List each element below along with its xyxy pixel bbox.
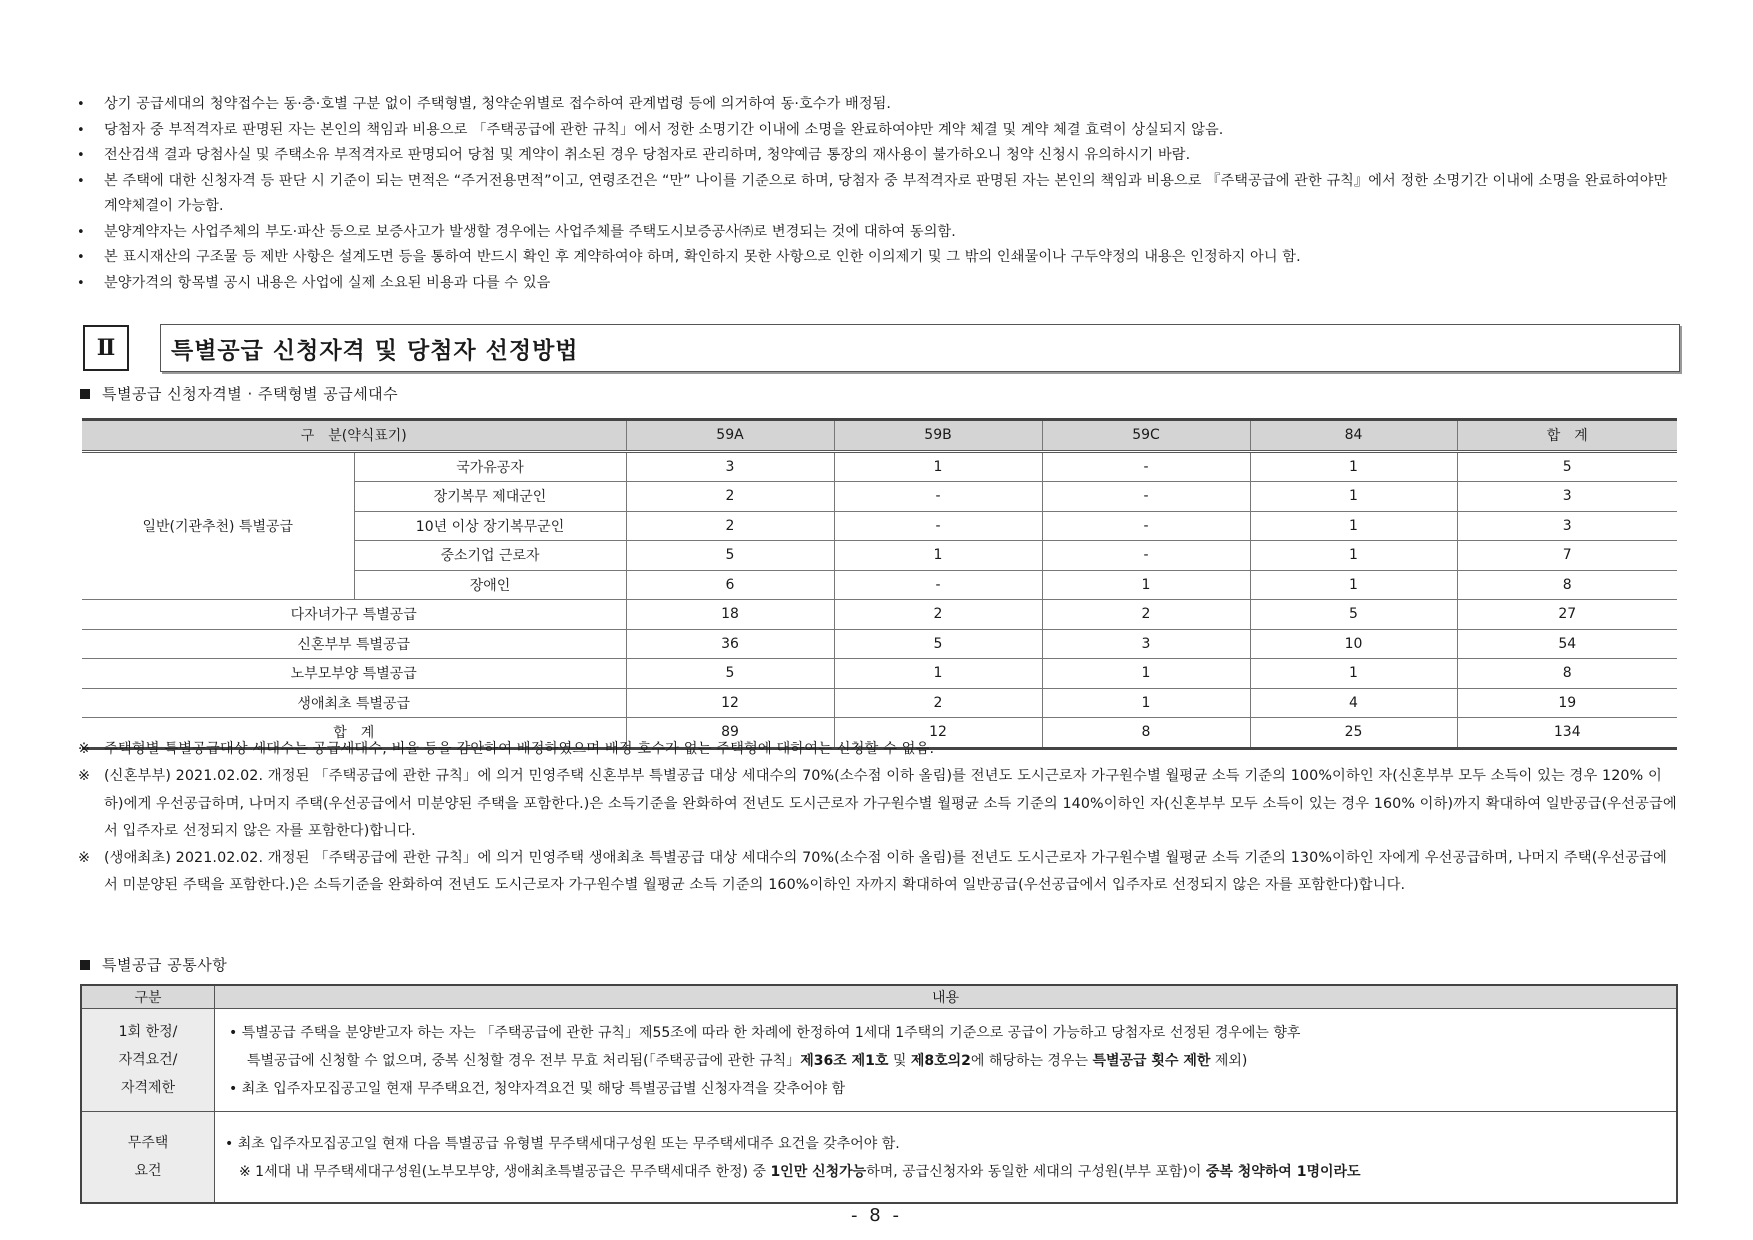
- cell: 5: [626, 659, 834, 689]
- header-total: 합 계: [1457, 420, 1677, 452]
- cell: 5: [834, 629, 1042, 659]
- cell: 27: [1457, 600, 1677, 630]
- table-row: [82, 451, 1677, 482]
- table-header-row: [82, 420, 1677, 452]
- bullet-item: • 상기 공급세대의 청약접수는 동·층·호별 구분 없이 주택형별, 청약순위별로 접수하여 관계법령 등에 의거하여 동·호수가 배정됨.: [74, 92, 1684, 118]
- cell: 1: [1042, 659, 1250, 689]
- header-59c: 59C: [1042, 420, 1250, 452]
- cell: 1: [834, 659, 1042, 689]
- supply-heading-text: 특별공급 신청자격별 · 주택형별 공급세대수: [102, 385, 399, 403]
- cell: 2: [1042, 600, 1250, 630]
- cell: 1: [1250, 570, 1457, 600]
- cell: 1: [1250, 482, 1457, 512]
- content-line: [229, 1047, 1662, 1075]
- cell: 3: [1457, 482, 1677, 512]
- cell: 2: [626, 511, 834, 541]
- row-category: [81, 1009, 215, 1112]
- emphasis-text: 중복 청약하여 1명이라도: [1205, 1164, 1361, 1180]
- cell: 36: [626, 629, 834, 659]
- text-span: 제외): [1210, 1053, 1248, 1069]
- cell: 6: [626, 570, 834, 600]
- cell: 4: [1250, 688, 1457, 718]
- cell: 2: [834, 688, 1042, 718]
- table-row: [82, 600, 1677, 630]
- bullet-item: • 분양가격의 항목별 공시 내용은 사업에 실제 소요된 비용과 다를 수 있음: [74, 271, 1684, 297]
- cell: 8: [1457, 659, 1677, 689]
- emphasis-text: 1인만 신청가능: [770, 1164, 867, 1180]
- cell: 8: [1042, 718, 1250, 749]
- bullet-item: • 본 표시재산의 구조물 등 제반 사항은 설계도면 등을 통하여 반드시 확인 후 계약하여야 하며, 확인하지 못한 사항으로 인한 이의제기 및 그 밖의 인쇄물이나 구두약정의 내용은 인정하지 아니 함.: [74, 245, 1684, 271]
- category-line: 자격요건/: [118, 1052, 178, 1068]
- row-content: [215, 1112, 1678, 1204]
- text-span: 하며, 공급신청자와 동일한 세대의 구성원(부부 포함)이: [866, 1164, 1206, 1180]
- cell: -: [1042, 541, 1250, 571]
- row-label: 다자녀가구 특별공급: [82, 600, 626, 630]
- table-row: [82, 688, 1677, 718]
- cell: 3: [1042, 629, 1250, 659]
- cell: -: [834, 570, 1042, 600]
- row-label: 생애최초 특별공급: [82, 688, 626, 718]
- common-heading-text: 특별공급 공통사항: [102, 956, 228, 974]
- cell: 54: [1457, 629, 1677, 659]
- text-span: 및: [888, 1053, 911, 1069]
- cell: -: [834, 511, 1042, 541]
- header-59a: 59A: [626, 420, 834, 452]
- table-row: [81, 1112, 1677, 1204]
- cell: -: [834, 482, 1042, 512]
- content-line: [225, 1158, 1662, 1186]
- cell: 1: [834, 541, 1042, 571]
- emphasis-text: 제8호의2: [910, 1053, 971, 1069]
- row-label: 장애인: [354, 570, 626, 600]
- text-span: 특별공급에 신청할 수 없으며, 중복 신청할 경우 전부 무효 처리됨(「주택공급에 관한 규칙」: [247, 1053, 801, 1069]
- supply-notes: [78, 736, 1678, 900]
- table-row: [82, 629, 1677, 659]
- section-title: 특별공급 신청자격 및 당첨자 선정방법: [160, 324, 1680, 372]
- text-span: 에 해당하는 경우는: [970, 1053, 1093, 1069]
- note-item: ※ (생애최초) 2021.02.02. 개정된 「주택공급에 관한 규칙」에 의거 민영주택 생애최초 특별공급 대상 세대수의 70%(소수점 이하 올림)를 전년도 도시근로자 가구원수별 월평균 소득 기준의 130%이하인 자에게 우선공급하며, 나머지 주택(우선공급에서 미분양된 주택을 포함한다.)은 소득기준을 완화하여 전년도 도시근로자 가구원수별 월평균 소득 기준의 160%이하인 자까지 확대하여 일반공급(우선공급에서 입주자로 선정되지 않은 자를 포함한다)합니다.: [78, 845, 1678, 900]
- cell: 3: [1457, 511, 1677, 541]
- row-label: 합 계: [82, 718, 626, 749]
- note-item: ※ (신혼부부) 2021.02.02. 개정된 「주택공급에 관한 규칙」에 의거 민영주택 신혼부부 특별공급 대상 세대수의 70%(소수점 이하 올림)를 전년도 도시근로자 가구원수별 월평균 소득 기준의 100%이하인 자(신혼부부 모두 소득이 있는 경우 120% 이하)에게 우선공급하며, 나머지 주택(우선공급에서 미분양된 주택을 포함한다.)은 소득기준을 완화하여 전년도 도시근로자 가구원수별 월평균 소득 기준의 140%이하인 자(신혼부부 모두 소득이 있는 경우 160% 이하)까지 확대하여 일반공급(우선공급에서 입주자로 선정되지 않은 자를 포함한다)합니다.: [78, 763, 1678, 845]
- header-category: 구분: [81, 985, 215, 1009]
- bullet-item: • 분양계약자는 사업주체의 부도·파산 등으로 보증사고가 발생할 경우에는 사업주체를 주택도시보증공사㈜로 변경되는 것에 대하여 동의함.: [74, 220, 1684, 246]
- table-header-row: [81, 985, 1677, 1009]
- cell: 2: [626, 482, 834, 512]
- note-item: ※ 주택형별 특별공급대상 세대수는 공급세대수, 비율 등을 감안하여 배정하였으며 배정 호수가 없는 주택형에 대하여는 신청할 수 없음.: [78, 736, 1678, 763]
- row-label: 신혼부부 특별공급: [82, 629, 626, 659]
- cell: 1: [1042, 570, 1250, 600]
- square-bullet-icon: [80, 389, 90, 399]
- bullet-item: • 본 주택에 대한 신청자격 등 판단 시 기준이 되는 면적은 “주거전용면적”이고, 연령조건은 “만” 나이를 기준으로 하며, 당첨자 중 부적격자로 판명된 자는 본인의 책임과 비용으로 『주택공급에 관한 규칙』에서 정한 소명기간 이내에 소명을 완료하여야만 계약체결이 가능함.: [74, 169, 1684, 220]
- table-row: [81, 1009, 1677, 1112]
- content-line: • 특별공급 주택을 분양받고자 하는 자는 「주택공급에 관한 규칙」제55조에 따라 한 차례에 한정하여 1세대 1주택의 기준으로 공급이 가능하고 당첨자로 선정된 경우에는 향후: [229, 1025, 1301, 1041]
- cell: 3: [626, 451, 834, 482]
- cell: 12: [626, 688, 834, 718]
- cell: 1: [1042, 688, 1250, 718]
- cell: 1: [1250, 659, 1457, 689]
- category-line: 무주택: [127, 1135, 169, 1151]
- cell: 5: [626, 541, 834, 571]
- header-category: 구 분(약식표기): [82, 420, 626, 452]
- group-label: 일반(기관추천) 특별공급: [82, 451, 354, 600]
- cell: 7: [1457, 541, 1677, 571]
- cell: 1: [1250, 451, 1457, 482]
- cell: -: [1042, 511, 1250, 541]
- cell: 18: [626, 600, 834, 630]
- cell: 12: [834, 718, 1042, 749]
- cell: 5: [1250, 600, 1457, 630]
- square-bullet-icon: [80, 960, 90, 970]
- row-category: [81, 1112, 215, 1204]
- section-number: Ⅱ: [83, 325, 129, 371]
- cell: 1: [834, 451, 1042, 482]
- category-line: 자격제한: [120, 1080, 176, 1096]
- cell: 1: [1250, 511, 1457, 541]
- cell: 25: [1250, 718, 1457, 749]
- row-content: [215, 1009, 1678, 1112]
- header-content: 내용: [215, 985, 1678, 1009]
- cell: -: [1042, 451, 1250, 482]
- notice-bullet-list: [74, 92, 1684, 296]
- content-line: • 최초 입주자모집공고일 현재 무주택요건, 청약자격요건 및 해당 특별공급별 신청자격을 갖추어야 함: [229, 1081, 846, 1097]
- content-line: • 최초 입주자모집공고일 현재 다음 특별공급 유형별 무주택세대구성원 또는 무주택세대주 요건을 갖추어야 함.: [225, 1136, 900, 1152]
- cell: 19: [1457, 688, 1677, 718]
- cell: 1: [1250, 541, 1457, 571]
- header-84: 84: [1250, 420, 1457, 452]
- cell: 2: [834, 600, 1042, 630]
- supply-table-heading: [80, 383, 398, 404]
- table-row: [82, 659, 1677, 689]
- emphasis-text: 특별공급 횟수 제한: [1092, 1053, 1211, 1069]
- supply-table: [82, 418, 1677, 750]
- row-label: 중소기업 근로자: [354, 541, 626, 571]
- bullet-item: • 당첨자 중 부적격자로 판명된 자는 본인의 책임과 비용으로 「주택공급에 관한 규칙」에서 정한 소명기간 이내에 소명을 완료하여야만 계약 체결 및 계약 체결 효력이 상실되지 않음.: [74, 118, 1684, 144]
- common-table-heading: [80, 954, 227, 975]
- header-59b: 59B: [834, 420, 1042, 452]
- page-number: - 8 -: [851, 1205, 902, 1226]
- row-label: 국가유공자: [354, 451, 626, 482]
- category-line: 요건: [134, 1163, 162, 1179]
- bullet-item: • 전산검색 결과 당첨사실 및 주택소유 부적격자로 판명되어 당첨 및 계약이 취소된 경우 당첨자로 관리하며, 청약예금 통장의 재사용이 불가하오니 청약 신청시 유의하시기 바람.: [74, 143, 1684, 169]
- row-label: 장기복무 제대군인: [354, 482, 626, 512]
- cell: 89: [626, 718, 834, 749]
- cell: 134: [1457, 718, 1677, 749]
- row-label: 10년 이상 장기복무군인: [354, 511, 626, 541]
- cell: -: [1042, 482, 1250, 512]
- cell: 10: [1250, 629, 1457, 659]
- row-label: 노부모부양 특별공급: [82, 659, 626, 689]
- common-matters-table: [80, 984, 1678, 1204]
- text-span: ※ 1세대 내 무주택세대구성원(노부모부양, 생애최초특별공급은 무주택세대주 한정) 중: [239, 1164, 771, 1180]
- category-line: 1회 한정/: [118, 1024, 178, 1040]
- emphasis-text: 제36조 제1호: [800, 1053, 889, 1069]
- cell: 5: [1457, 451, 1677, 482]
- cell: 8: [1457, 570, 1677, 600]
